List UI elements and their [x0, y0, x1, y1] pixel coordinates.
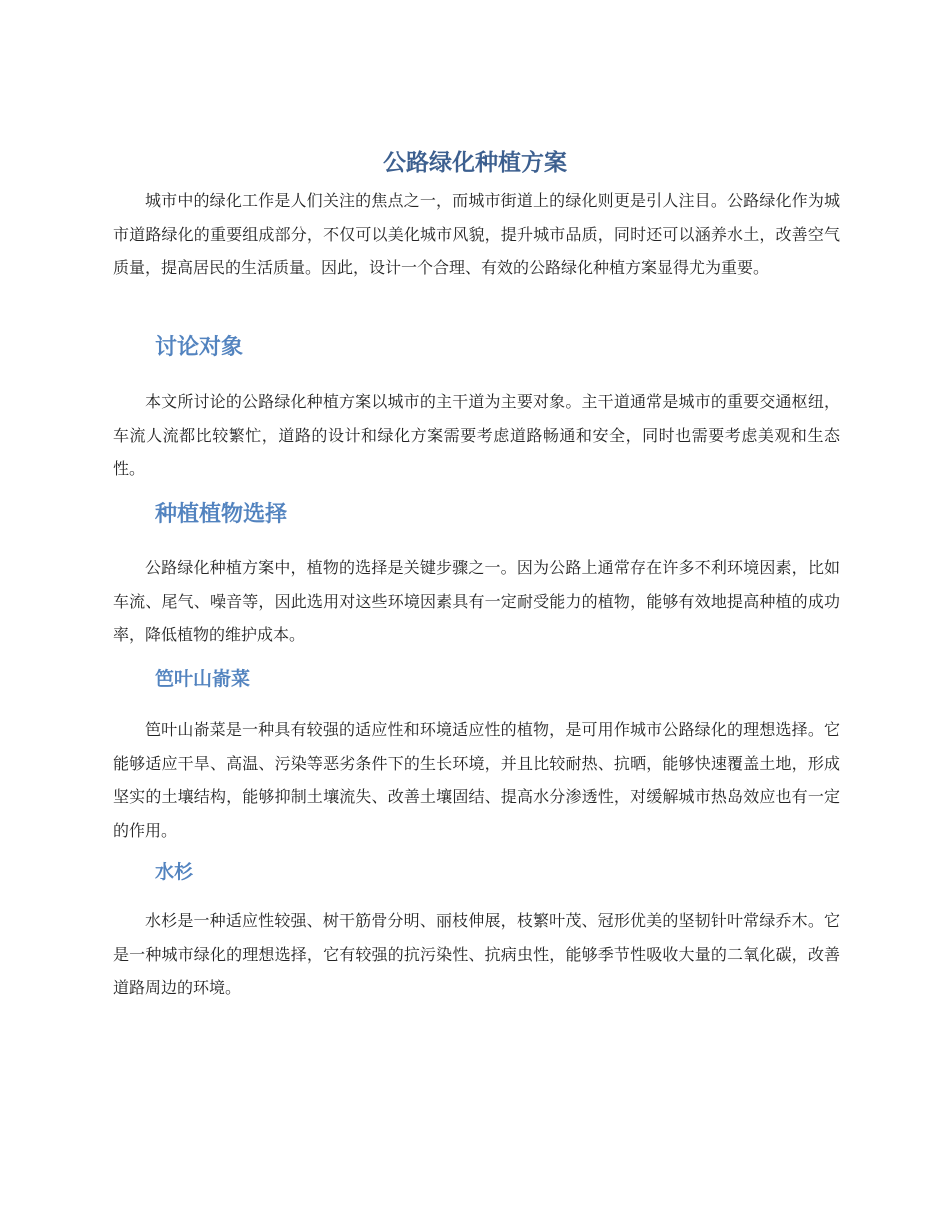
section-body-discussion-object: 本文所讨论的公路绿化种植方案以城市的主干道为主要对象。主干道通常是城市的重要交通枢纽，车流人流都比较繁忙，道路的设计和绿化方案需要考虑道路畅通和安全，同时也需要考虑美观和生态性。 — [113, 392, 840, 478]
section-body-plant-2: 水杉是一种适应性较强、树干筋骨分明、丽枝伸展，枝繁叶茂、冠形优美的坚韧针叶常绿乔木。它是一种城市绿化的理想选择，它有较强的抗污染性、抗病虫性，能够季节性吸收大量的二氧化碳，改善道路周边的环境。 — [113, 911, 840, 997]
section-body-plant-1: 笆叶山嵛菜是一种具有较强的适应性和环境适应性的植物，是可用作城市公路绿化的理想选择。它能够适应干旱、高温、污染等恶劣条件下的生长环境，并且比较耐热、抗晒，能够快速覆盖土地，形成坚实的土壤结构，能够抑制土壤流失、改善土壤固结、提高水分渗透性，对缓解城市热岛效应也有一定的作用。 — [113, 720, 840, 840]
section-heading-discussion-object: 讨论对象 — [155, 335, 244, 360]
section-body-plant-selection: 公路绿化种植方案中，植物的选择是关键步骤之一。因为公路上通常存在许多不利环境因素，比如车流、尾气、噪音等，因此选用对这些环境因素具有一定耐受能力的植物，能够有效地提高种植的成功率，降低植物的维护成本。 — [113, 558, 840, 644]
section-heading-plant-1: 笆叶山嵛菜 — [155, 668, 251, 690]
section-heading-plant-selection: 种植植物选择 — [155, 502, 288, 527]
intro-paragraph: 城市中的绿化工作是人们关注的焦点之一，而城市街道上的绿化则更是引人注目。公路绿化作为城市道路绿化的重要组成部分，不仅可以美化城市风貌，提升城市品质，同时还可以涵养水土，改善空气质量，提高居民的生活质量。因此，设计一个合理、有效的公路绿化种植方案显得尤为重要。 — [113, 191, 840, 277]
document-title: 公路绿化种植方案 — [383, 150, 567, 176]
section-heading-plant-2: 水杉 — [155, 861, 194, 883]
